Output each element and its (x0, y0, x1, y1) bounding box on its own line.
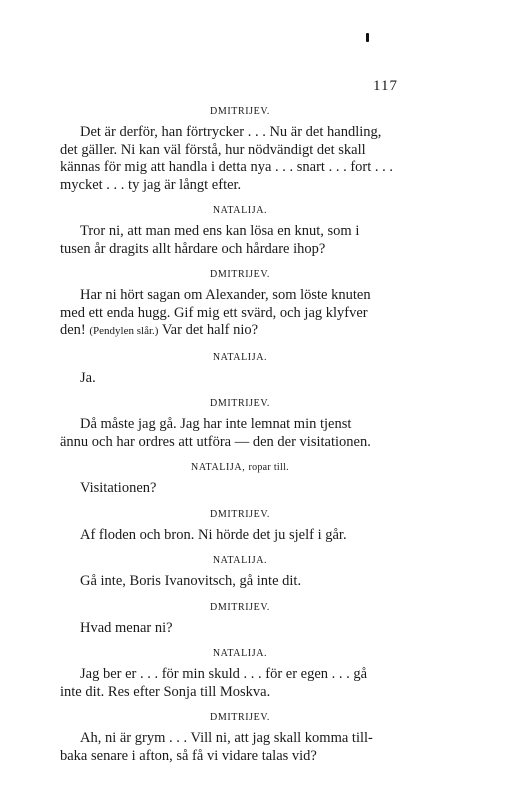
dialogue-line: Ah, ni är grym . . . Vill ni, att jag skall komma till- (80, 730, 373, 746)
dialogue-line: baka senare i afton, så få vi vidare talas vid? (60, 747, 317, 764)
speaker-name: DMITRIJEV. (210, 508, 270, 520)
dialogue-line: inte dit. Res efter Sonja till Moskva. (60, 683, 271, 700)
dialogue-line: Visitationen? (80, 480, 157, 496)
speaker-name: DMITRIJEV. (210, 712, 270, 723)
dialogue-line: Det är derför, han förtrycker . . . Nu är det handling, (80, 124, 382, 140)
dialogue-text: den! (60, 322, 86, 338)
dialogue-line: Af floden och bron. Ni hörde det ju sjelf i går. (80, 526, 347, 543)
play-text (60, 105, 420, 765)
speaker-name: NATALIJA. (212, 351, 268, 363)
dialogue-line: Hvad menar ni? (80, 619, 173, 636)
dialogue-line: Har ni hört sagan om Alexander, som löste knuten (80, 287, 371, 303)
dialogue-line: Gå inte, Boris Ivanovitsch, gå inte dit. (80, 573, 302, 589)
speaker-name: DMITRIJEV. (210, 106, 270, 117)
dialogue-line: Då måste jag gå. Jag har inte lemnat min tjenst (80, 416, 352, 432)
dialogue-line: mycket . . . ty jag är långt efter. (60, 176, 242, 193)
speaker-name: DMITRIJEV. (210, 269, 270, 280)
speaker-direction: ropar till. (248, 462, 289, 473)
dialogue-line: tusen år dragits allt hårdare och hårdare ihop? (60, 240, 326, 257)
dialogue-line: Tror ni, att man med ens kan lösa en knut, som i (80, 223, 360, 239)
speaker-label: NATALIJA, (191, 462, 246, 473)
speaker-name: NATALIJA. (212, 648, 268, 659)
dialogue-line: det gäller. Ni kan väl förstå, hur nödvändigt det skall (60, 141, 366, 158)
dialogue-line: Ja. (80, 369, 96, 386)
page-number: 117 (373, 78, 398, 94)
dialogue-line: ännu och har ordres att utföra — den der visitationen. (60, 433, 371, 450)
dialogue-line: Jag ber er . . . för min skuld . . . för er egen . . . gå (80, 666, 368, 682)
speaker-name: NATALIJA. (212, 205, 268, 216)
dialogue-line (60, 322, 420, 341)
speaker-name: DMITRIJEV. (210, 398, 270, 409)
dialogue-line: kännas för mig att handla i detta nya . . . snart . . . fort . . . (60, 159, 394, 175)
speaker-name: NATALIJA. (212, 555, 268, 566)
dialogue-text: Var det half nio? (161, 322, 259, 338)
speaker-name: DMITRIJEV. (210, 601, 270, 613)
speaker-name (60, 461, 420, 474)
ink-mark (366, 33, 369, 42)
dialogue-line: med ett enda hugg. Gif mig ett svärd, och jag klyfver (60, 304, 368, 321)
stage-direction: (Pendylen slår.) (89, 325, 159, 337)
